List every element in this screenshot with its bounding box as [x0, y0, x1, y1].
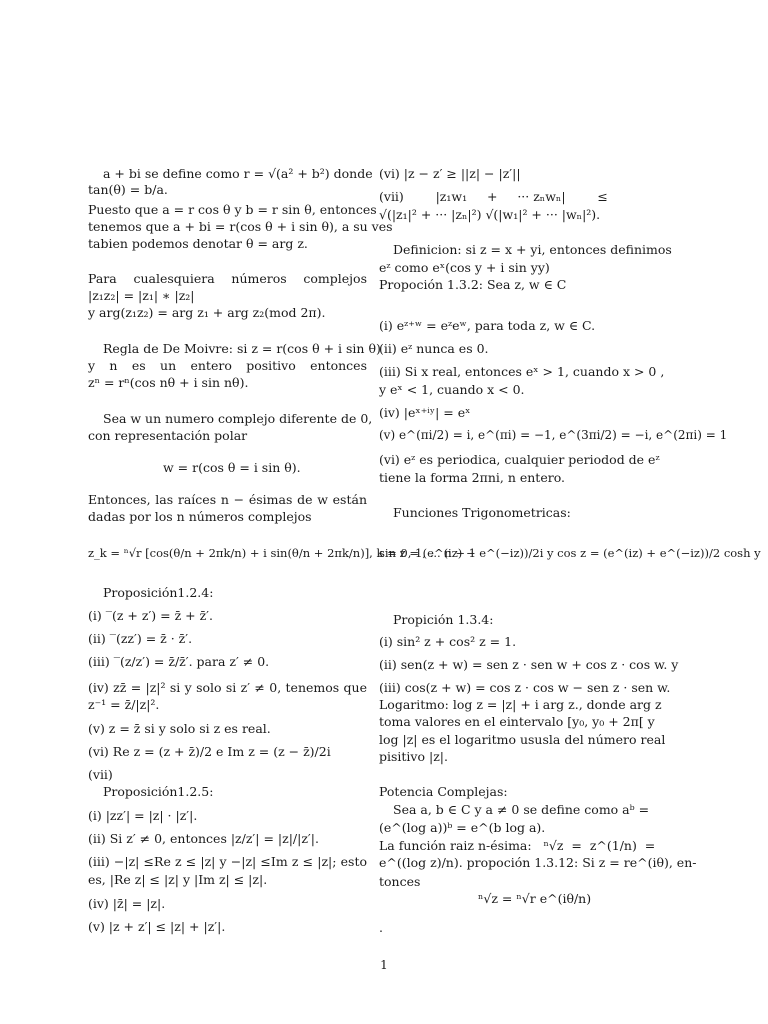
text-line: pisitivo |z|. — [379, 749, 448, 764]
text-line: Definicion: si z = x + yi, entonces definimos — [393, 242, 672, 257]
text-line: y arg(z₁z₂) = arg z₁ + arg z₂(mod 2π). — [88, 305, 326, 320]
text-line: (iii) ‾(z/z′) = z̄/z̄′. para z′ ≠ 0. — [88, 654, 270, 669]
text-line: (i) |zz′| = |z| · |z′|. — [88, 808, 198, 823]
equation: ⁿ√z = ⁿ√r e^(iθ/n) — [478, 891, 592, 906]
text-line: dadas por los n números complejos — [88, 509, 312, 524]
text-line: √(|z₁|² + ··· |zₙ|²) √(|w₁|² + ··· |wₙ|²). — [379, 207, 601, 222]
page-number: 1 — [380, 958, 388, 972]
text-line: (iii) cos(z + w) = cos z · cos w − sen z · sen w. — [379, 680, 671, 695]
text-line: Sea a, b ∈ C y a ≠ 0 se define como aᵇ = — [393, 802, 650, 817]
text-line: z⁻¹ = z̄/|z|². — [88, 697, 160, 712]
heading: Proposición1.2.5: — [103, 784, 214, 799]
text-line: e^((log z)/n). propoción 1.3.12: Si z = re^(iθ), en- — [379, 855, 697, 870]
heading: Potencia Complejas: — [379, 784, 508, 799]
text-line: tenemos que a + bi = r(cos θ + i sin θ), a su ves — [88, 219, 393, 234]
text-line: (i) ‾(z + z′) = z̄ + z̄′. — [88, 608, 213, 623]
text-line: (vii) |z₁w₁ + ··· zₙwₙ| ≤ — [379, 189, 608, 204]
text-line: (v) e^(πi/2) = i, e^(πi) = −1, e^(3πi/2) = −i, e^(2πi) = 1 — [379, 428, 728, 442]
text-line: (ii) ‾(zz′) = z̄ · z̄′. — [88, 631, 193, 646]
text-line: eᶻ como eˣ(cos y + i sin yy) — [379, 260, 550, 275]
text-line: tan(θ) = b/a. — [88, 182, 168, 197]
text-line: Para cualesquiera números complejos — [88, 271, 367, 286]
text-line: log |z| es el logaritmo ususla del número real — [379, 732, 666, 747]
text-line: tabien podemos denotar θ = arg z. — [88, 236, 308, 251]
text-line: (v) z = z̄ si y solo si z es real. — [88, 721, 271, 736]
text-line: Logaritmo: log z = |z| + i arg z., donde arg z — [379, 697, 662, 712]
text-line: zⁿ = rⁿ(cos nθ + i sin nθ). — [88, 375, 249, 390]
text-line: (vi) eᶻ es periodica, cualquier periodod de eᶻ — [379, 452, 660, 467]
text-line: (ii) Si z′ ≠ 0, entonces |z/z′| = |z|/|z′|. — [88, 831, 319, 846]
heading: Proposición1.2.4: — [103, 585, 214, 600]
text-line: (iii) −|z| ≤Re z ≤ |z| y −|z| ≤Im z ≤ |z|; esto — [88, 854, 367, 869]
text-line: (v) |z + z′| ≤ |z| + |z′|. — [88, 919, 226, 934]
text-line: (e^(log a))ᵇ = e^(b log a). — [379, 820, 546, 835]
text-line: (vii) — [88, 767, 113, 782]
text-line: . — [379, 920, 383, 935]
text-line: |z₁z₂| = |z₁| ∗ |z₂| — [88, 288, 195, 303]
text-line: (i) eᶻ⁺ʷ = eᶻeʷ, para toda z, w ∈ C. — [379, 318, 596, 333]
text-line: y eˣ < 1, cuando x < 0. — [379, 382, 525, 397]
text-line: a + bi se define como r = √(a² + b²) donde — [103, 166, 373, 181]
text-line: es, |Re z| ≤ |z| y |Im z| ≤ |z|. — [88, 872, 268, 887]
text-line: toma valores en el eintervalo [y₀, y₀ + 2π[ y — [379, 714, 655, 729]
text-line: y n es un entero positivo entonces — [88, 358, 367, 373]
text-line: (iv) |eˣ⁺ⁱʸ| = eˣ — [379, 405, 471, 420]
text-line: Entonces, las raíces n − ésimas de w están — [88, 492, 367, 507]
text-line: tonces — [379, 874, 421, 889]
heading: Funciones Trigonometricas: — [393, 505, 571, 520]
equation: z_k = ⁿ√r [cos(θ/n + 2πk/n) + i sin(θ/n + 2πk/n)], k = 0, 1, ... n − 1 — [88, 546, 476, 560]
heading: Propición 1.3.4: — [393, 612, 494, 627]
text-line: (iii) Si x real, entonces eˣ > 1, cuando x > 0 , — [379, 364, 665, 379]
text-line: (vi) Re z = (z + z̄)/2 e Im z = (z − z̄)/2i — [88, 744, 331, 759]
text-line: (i) sin² z + cos² z = 1. — [379, 634, 517, 649]
text-line: (iv) |z̄| = |z|. — [88, 896, 166, 911]
text-line: (ii) eᶻ nunca es 0. — [379, 341, 489, 356]
text-line: (ii) sen(z + w) = sen z · sen w + cos z · cos w. y — [379, 657, 679, 672]
text-line: tiene la forma 2πni, n entero. — [379, 470, 565, 485]
text-line: con representación polar — [88, 428, 248, 443]
equation: sin z = (e^(iz) − e^(−iz))/2i y cos z = (e^(iz) + e^(−iz))/2 cosh y — [379, 546, 761, 560]
text-line: Regla de De Moivre: si z = r(cos θ + i sin θ) — [103, 341, 381, 356]
text-line: Propoción 1.3.2: Sea z, w ∈ C — [379, 277, 567, 292]
text-line: Puesto que a = r cos θ y b = r sin θ, entonces — [88, 202, 377, 217]
text-line: (iv) zz̄ = |z|² si y solo si z′ ≠ 0, tenemos que — [88, 680, 367, 695]
text-line: La función raiz n-ésima: ⁿ√z = z^(1/n) = — [379, 838, 656, 853]
text-line: (vi) |z − z′ ≥ ||z| − |z′|| — [379, 166, 521, 181]
text-line: Sea w un numero complejo diferente de 0, — [103, 411, 373, 426]
equation: w = r(cos θ = i sin θ). — [163, 460, 301, 475]
